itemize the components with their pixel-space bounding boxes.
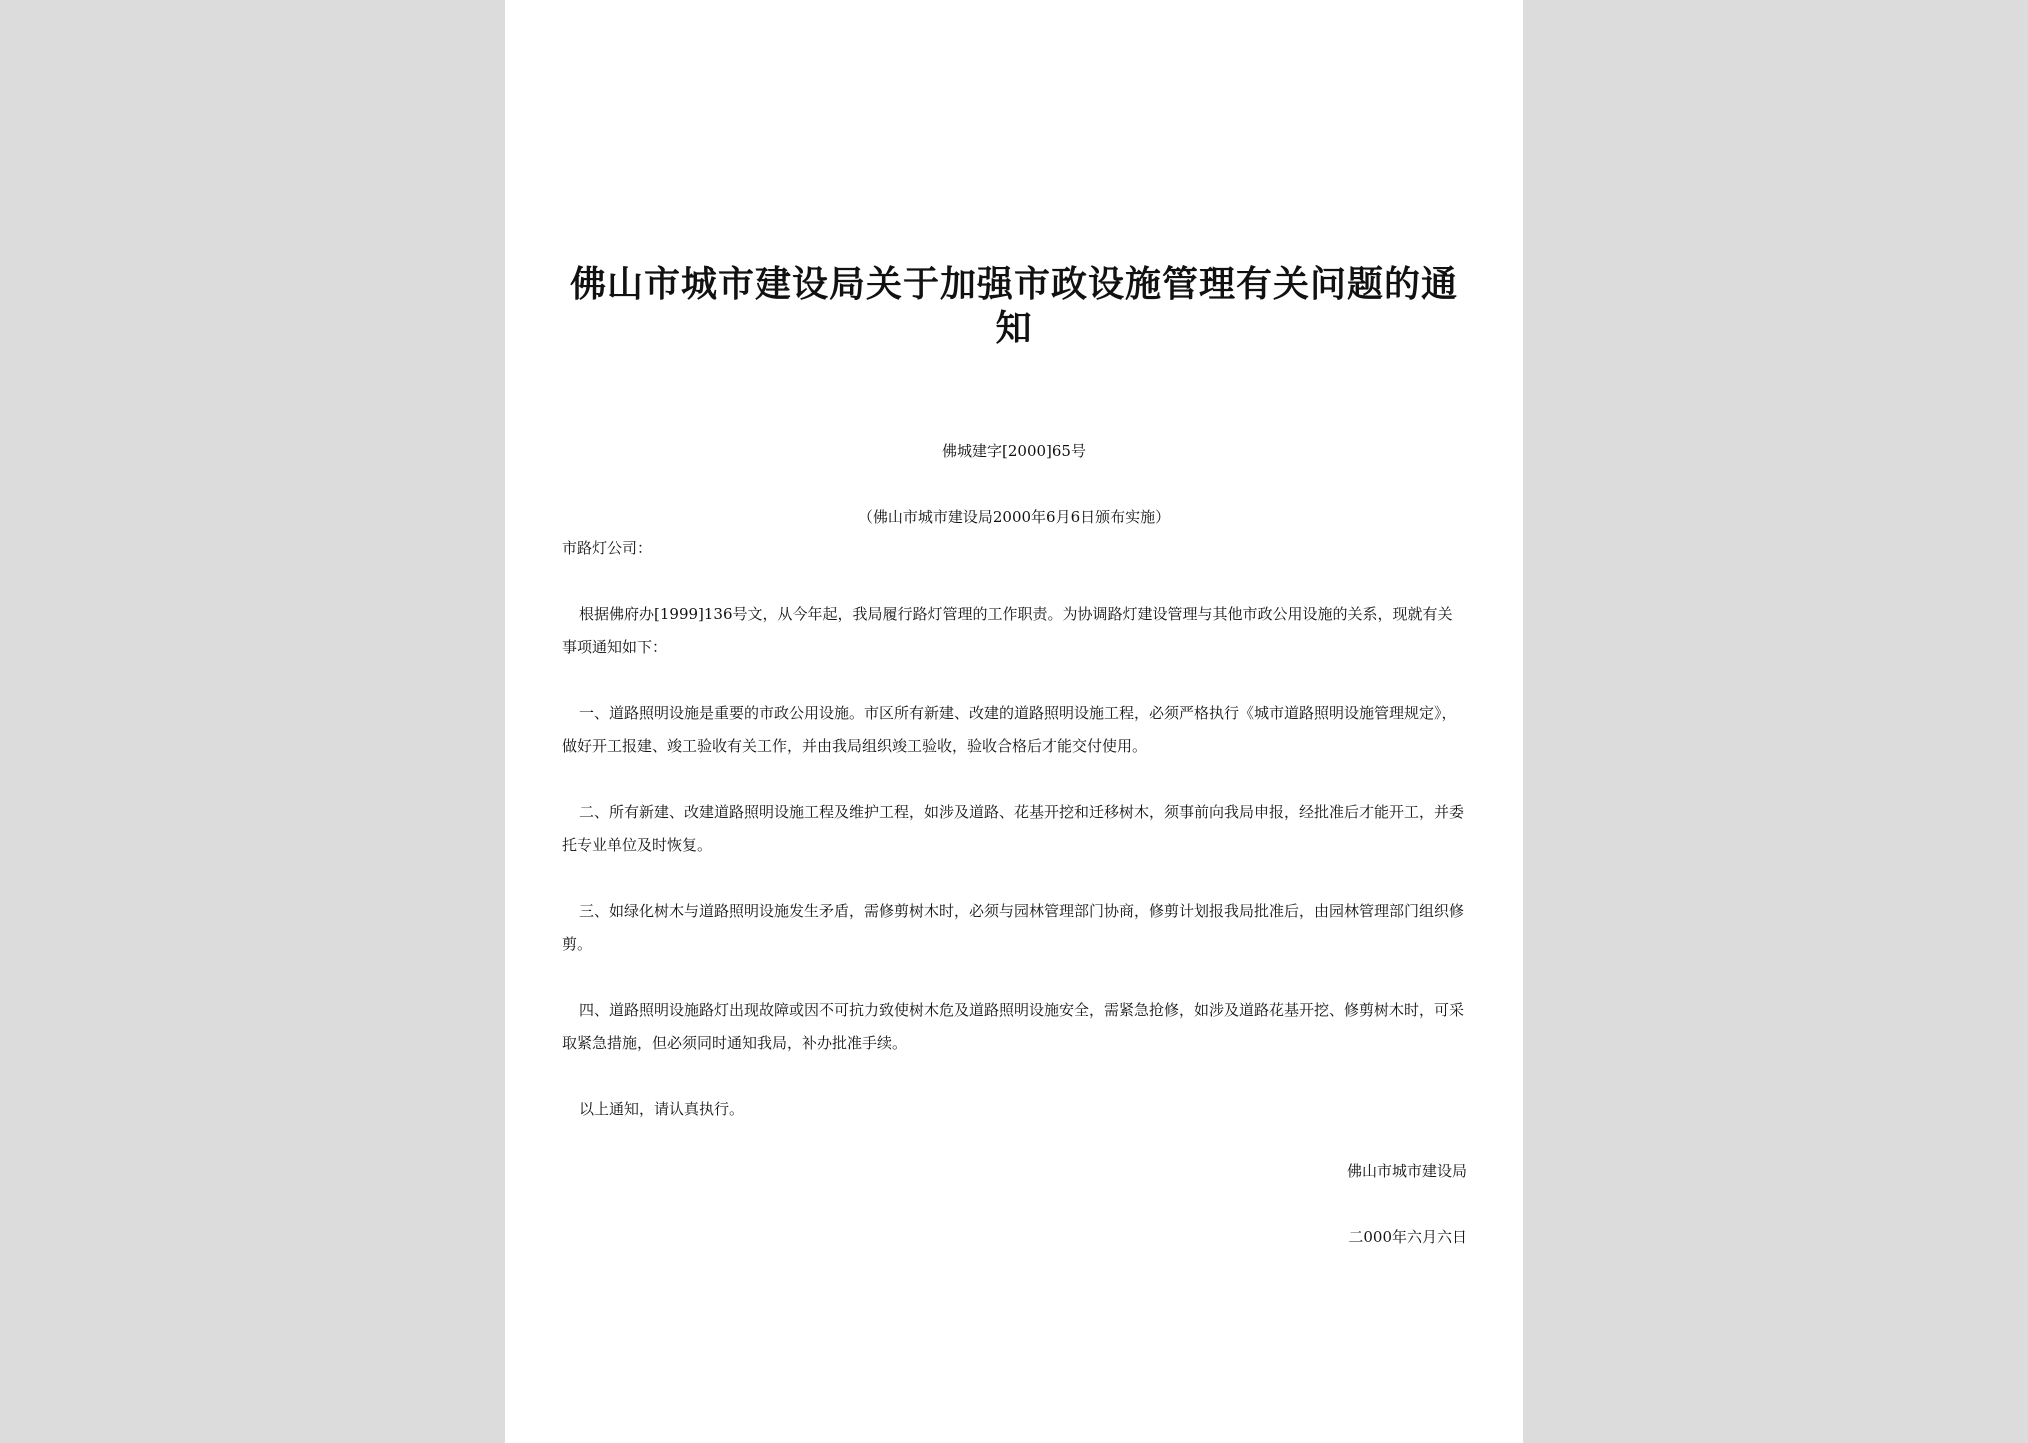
document-title: 佛山市城市建设局关于加强市政设施管理有关问题的通知 (569, 263, 1458, 349)
signatory: 佛山市城市建设局 (1346, 1162, 1467, 1180)
document-page (505, 0, 1523, 1443)
paragraph-item-4: 四、道路照明设施路灯出现故障或因不可抗力致使树木危及道路照明设施安全，需紧急抢修，如涉及道路花基开挖、修剪树木时，可采取紧急措施，但必须同时通知我局，补办批准手续。 (562, 1001, 1465, 1052)
paragraph-item-2: 二、所有新建、改建道路照明设施工程及维护工程，如涉及道路、花基开挖和迁移树木，须事前向我局申报，经批准后才能开工，并委托专业单位及时恢复。 (562, 803, 1465, 854)
closing-line: 以上通知，请认真执行。 (579, 1100, 745, 1118)
paragraph-intro: 根据佛府办[1999]136号文，从今年起，我局履行路灯管理的工作职责。为协调路灯建设管理与其他市政公用设施的关系，现就有关事项通知如下： (562, 605, 1453, 656)
salutation: 市路灯公司： (562, 539, 653, 557)
paragraph-item-1: 一、道路照明设施是重要的市政公用设施。市区所有新建、改建的道路照明设施工程，必须严格执行《城市道路照明设施管理规定》，做好开工报建、竣工验收有关工作，并由我局组织竣工验收，验收合格后才能交付使用。 (562, 704, 1457, 755)
document-date: 二000年六月六日 (1348, 1228, 1467, 1246)
document-number: 佛城建字[2000]65号 (942, 442, 1086, 460)
issued-note: （佛山市城市建设局2000年6月6日颁布实施） (857, 508, 1171, 526)
paragraph-item-3: 三、如绿化树木与道路照明设施发生矛盾，需修剪树木时，必须与园林管理部门协商，修剪计划报我局批准后，由园林管理部门组织修剪。 (562, 902, 1465, 953)
